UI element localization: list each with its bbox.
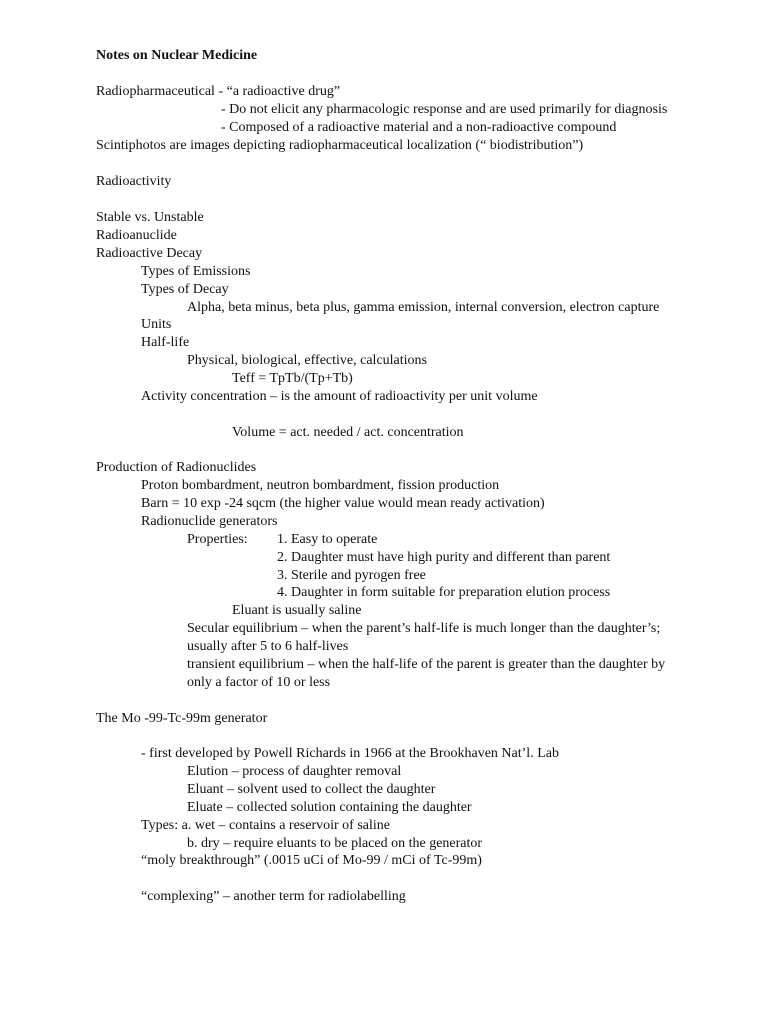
list-item: 4. Daughter in form suitable for preparation elution process	[277, 585, 611, 600]
section-heading: The Mo -99-Tc-99m generator	[96, 711, 268, 726]
text-line: Types of Decay	[141, 282, 229, 297]
text-line: Types: a. wet – contains a reservoir of saline	[141, 818, 390, 833]
formula-line: Teff = TpTb/(Tp+Tb)	[232, 371, 353, 386]
text-line: Eluant – solvent used to collect the daughter	[187, 782, 436, 797]
text-line: Radionuclide generators	[141, 514, 278, 529]
formula-line: Volume = act. needed / act. concentration	[232, 425, 464, 440]
text-line: usually after 5 to 6 half-lives	[187, 639, 349, 654]
text-line: Scintiphotos are images depicting radiopharmaceutical localization (“ biodistribution”)	[96, 138, 584, 153]
text-line: transient equilibrium – when the half-life of the parent is greater than the daughter by	[187, 657, 666, 672]
document-title: Notes on Nuclear Medicine	[96, 48, 258, 63]
text-line: Stable vs. Unstable	[96, 210, 204, 225]
text-line: Radioactive Decay	[96, 246, 203, 261]
text-line: Physical, biological, effective, calculations	[187, 353, 427, 368]
list-item: 1. Easy to operate	[277, 532, 378, 547]
text-line: “moly breakthrough” (.0015 uCi of Mo-99 / mCi of Tc-99m)	[141, 853, 482, 868]
section-heading: Production of Radionuclides	[96, 460, 257, 475]
text-line: - Composed of a radioactive material and a non-radioactive compound	[221, 120, 617, 135]
text-line: Proton bombardment, neutron bombardment, fission production	[141, 478, 500, 493]
text-line: Radioanuclide	[96, 228, 177, 243]
text-line: - first developed by Powell Richards in 1966 at the Brookhaven Nat’l. Lab	[141, 746, 559, 761]
text-line: Elution – process of daughter removal	[187, 764, 402, 779]
text-line: Alpha, beta minus, beta plus, gamma emission, internal conversion, electron capture	[187, 300, 660, 315]
text-line: - Do not elicit any pharmacologic response and are used primarily for diagnosis	[221, 102, 668, 117]
text-line: “complexing” – another term for radiolabelling	[141, 889, 406, 904]
text-line: Types of Emissions	[141, 264, 251, 279]
text-line: Radiopharmaceutical - “a radioactive drug”	[96, 84, 341, 99]
list-item: 2. Daughter must have high purity and different than parent	[277, 550, 611, 565]
text-line: Half-life	[141, 335, 190, 350]
text-line: Secular equilibrium – when the parent’s half-life is much longer than the daughter’s;	[187, 621, 661, 636]
list-item: 3. Sterile and pyrogen free	[277, 568, 426, 583]
text-line: Units	[141, 317, 172, 332]
text-line: Eluant is usually saline	[232, 603, 362, 618]
section-heading: Radioactivity	[96, 174, 172, 189]
text-line: b. dry – require eluants to be placed on the generator	[187, 836, 483, 851]
text-line: Activity concentration – is the amount of radioactivity per unit volume	[141, 389, 538, 404]
text-line: Eluate – collected solution containing the daughter	[187, 800, 472, 815]
text-line: Barn = 10 exp -24 sqcm (the higher value would mean ready activation)	[141, 496, 545, 511]
text-line: only a factor of 10 or less	[187, 675, 331, 690]
text-line: Properties:	[187, 532, 248, 547]
